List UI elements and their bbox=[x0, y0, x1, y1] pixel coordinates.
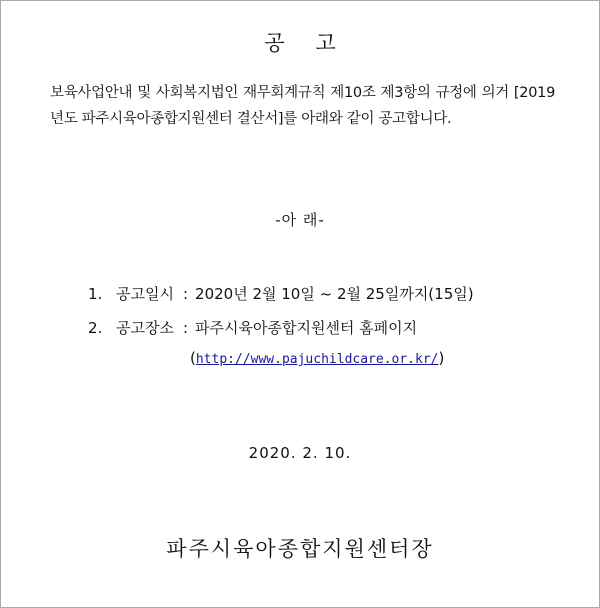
item-value: 파주시육아종합지원센터 홈페이지 bbox=[195, 319, 418, 337]
url-line bbox=[190, 349, 444, 367]
item-value: 2020년 2월 10일 ~ 2월 25일까지(15일) bbox=[195, 285, 474, 303]
homepage-link[interactable]: http://www.pajuchildcare.or.kr/ bbox=[195, 352, 439, 367]
signature: 파주시육아종합지원센터장 bbox=[166, 537, 434, 561]
item-number: 2. bbox=[88, 319, 103, 337]
notice-body: 보육사업안내 및 사회복지법인 재무회계규칙 제10조 제3항의 규정에 의거 [2019년도 파주시육아종합지원센터 결산서]를 아래와 같이 공고합니다. bbox=[50, 85, 555, 127]
section-heading: -아 래- bbox=[275, 211, 325, 229]
url-close-paren: ) bbox=[438, 349, 445, 367]
item-separator: : bbox=[182, 285, 189, 303]
url-open-paren: ( bbox=[190, 349, 196, 367]
notice-title: 공 고 bbox=[264, 31, 348, 55]
item-label: 공고장소 bbox=[116, 319, 174, 337]
item-label: 공고일시 bbox=[116, 285, 174, 303]
item-separator: : bbox=[182, 319, 189, 337]
notice-item-date bbox=[88, 283, 474, 304]
notice-date: 2020. 2. 10. bbox=[248, 444, 352, 462]
notice-item-place bbox=[88, 317, 417, 338]
item-number: 1. bbox=[88, 285, 103, 303]
